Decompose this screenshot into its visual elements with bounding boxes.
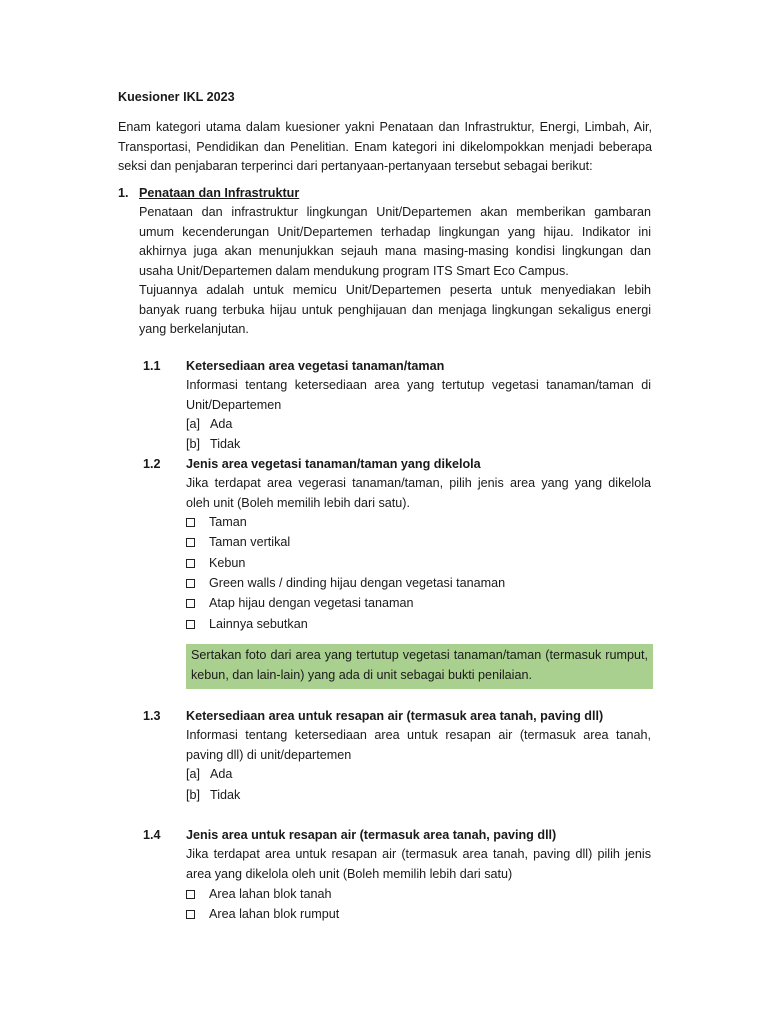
checkbox-option[interactable] (186, 904, 339, 924)
question-number: 1.1 (143, 359, 161, 373)
option-marker: [b] (186, 788, 201, 802)
option-label: Kebun (209, 556, 246, 570)
checkbox-option[interactable] (186, 532, 290, 552)
question-number: 1.2 (143, 457, 161, 471)
option-ada[interactable] (186, 414, 232, 434)
question-heading: Jenis area vegetasi tanaman/taman yang dikelola (186, 457, 481, 471)
checkbox-icon (186, 518, 195, 527)
option-label: Area lahan blok tanah (209, 887, 332, 901)
document-title: Kuesioner IKL 2023 (118, 90, 235, 104)
checkbox-option[interactable] (186, 512, 247, 532)
checkbox-icon (186, 559, 195, 568)
checkbox-option[interactable] (186, 553, 245, 573)
option-tidak[interactable] (186, 434, 240, 454)
option-label: Taman vertikal (209, 535, 291, 549)
option-label: Lainnya sebutkan (209, 617, 308, 631)
checkbox-icon (186, 620, 195, 629)
evidence-note: Sertakan foto dari area yang tertutup vegetasi tanaman/taman (termasuk rumput, kebun, dan lain-lain) yang ada di unit sebagai bukti penilaian. (186, 644, 653, 689)
checkbox-option[interactable] (186, 614, 308, 634)
checkbox-icon (186, 538, 195, 547)
option-label: Ada (210, 767, 233, 781)
option-label: Atap hijau dengan vegetasi tanaman (209, 596, 414, 610)
question-heading: Jenis area untuk resapan air (termasuk area tanah, paving dll) (186, 828, 557, 842)
checkbox-option[interactable] (186, 573, 505, 593)
question-description: Informasi tentang ketersediaan area untuk resapan air (termasuk area tanah, paving dll) di unit/departemen (186, 728, 651, 762)
question-number: 1.3 (143, 709, 161, 723)
checkbox-icon (186, 890, 195, 899)
option-label: Taman (209, 515, 247, 529)
question-heading: Ketersediaan area untuk resapan air (termasuk area tanah, paving dll) (186, 709, 604, 723)
checkbox-option[interactable] (186, 593, 413, 613)
option-label: Tidak (210, 788, 241, 802)
section-heading: Penataan dan Infrastruktur (139, 186, 300, 200)
question-heading: Ketersediaan area vegetasi tanaman/taman (186, 359, 445, 373)
section-number: 1. (118, 186, 129, 200)
section-paragraph-1: Penataan dan infrastruktur lingkungan Unit/Departemen akan memberikan gambaran umum kecenderungan Unit/Departemen terhadap lingkungan yang hijau. Indikator ini akhirnya juga akan menunjukkan sejauh mana masing-masing kondisi lingkungan dan usaha Unit/Departemen dalam mendukung program ITS Smart Eco Campus. (139, 205, 651, 278)
intro-paragraph: Enam kategori utama dalam kuesioner yakni Penataan dan Infrastruktur, Energi, Limbah, Air, Transportasi, Pendidikan dan Penelitian. Enam kategori ini dikelompokkan menjadi beberapa seksi dan penjabaran terperinci dari pertanyaan-pertanyaan tersebut sebagai berikut: (118, 120, 652, 174)
option-ada[interactable] (186, 764, 232, 784)
option-label: Ada (210, 417, 233, 431)
checkbox-icon (186, 599, 195, 608)
option-marker: [a] (186, 417, 201, 431)
option-tidak[interactable] (186, 785, 240, 805)
checkbox-option[interactable] (186, 884, 332, 904)
option-label: Green walls / dinding hijau dengan vegetasi tanaman (209, 576, 506, 590)
question-number: 1.4 (143, 828, 161, 842)
option-marker: [b] (186, 437, 201, 451)
option-label: Tidak (210, 437, 241, 451)
question-description: Jika terdapat area untuk resapan air (termasuk area tanah, paving dll) pilih jenis area yang dikelola oleh unit (Boleh memilih lebih dari satu) (186, 847, 651, 881)
option-marker: [a] (186, 767, 201, 781)
checkbox-icon (186, 579, 195, 588)
question-description: Informasi tentang ketersediaan area yang tertutup vegetasi tanaman/taman di Unit/Departemen (186, 378, 651, 412)
option-label: Area lahan blok rumput (209, 907, 340, 921)
section-paragraph-2: Tujuannya adalah untuk memicu Unit/Departemen peserta untuk menyediakan lebih banyak ruang terbuka hijau untuk penghijauan dan menjaga lingkungan sekaligus energi yang berkelanjutan. (139, 283, 651, 337)
checkbox-icon (186, 910, 195, 919)
question-description: Jika terdapat area vegerasi tanaman/taman, pilih jenis area yang yang dikelola oleh unit (Boleh memilih lebih dari satu). (186, 476, 651, 510)
